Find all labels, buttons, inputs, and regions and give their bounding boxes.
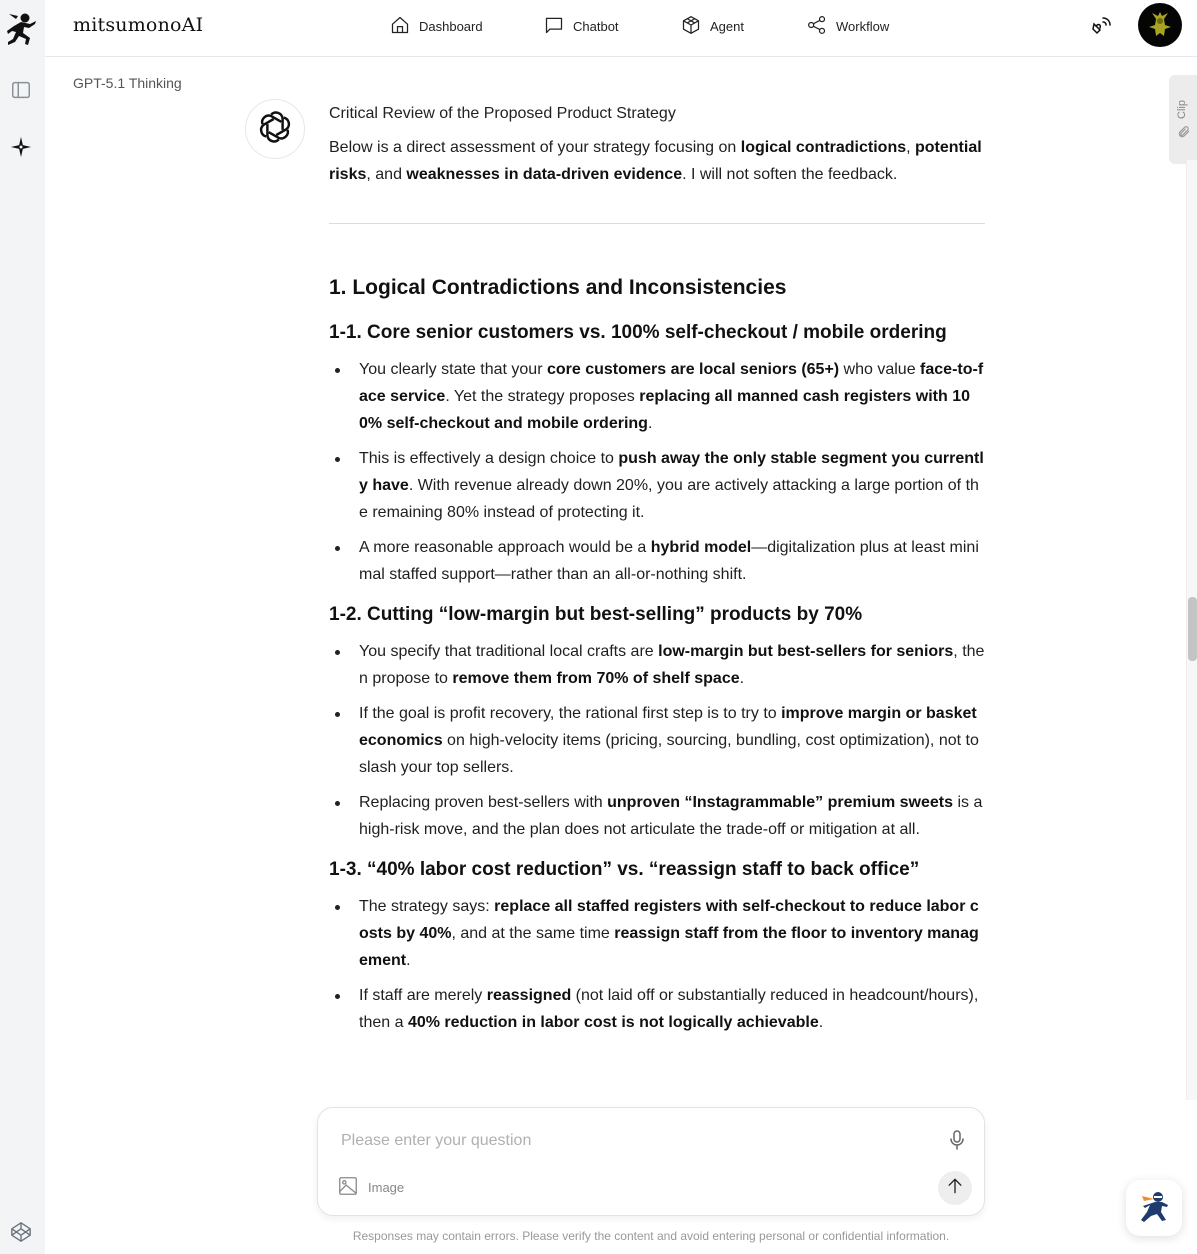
clip-label: Clip <box>1176 100 1188 119</box>
nav-dashboard-label: Dashboard <box>419 18 483 34</box>
list-item <box>329 700 985 781</box>
text-run: , and at the same time <box>451 925 615 942</box>
bold-text: improve margin or basket economics <box>359 705 977 749</box>
home-icon <box>390 15 410 38</box>
text-run: Replacing proven best-sellers with <box>359 794 608 811</box>
paperclip-icon <box>1177 125 1191 144</box>
subsection-heading: 1-3. “40% labor cost reduction” vs. “reassign staff to back office” <box>329 859 920 880</box>
list-item <box>329 893 985 974</box>
list-item <box>329 356 985 437</box>
clip-tab[interactable] <box>1169 75 1197 164</box>
message-title: Critical Review of the Proposed Product Strategy <box>329 105 676 122</box>
text-run: . <box>406 952 411 969</box>
disclaimer-text: Responses may contain errors. Please verify the content and avoid entering personal or confidential information. <box>352 1229 950 1243</box>
image-upload-button[interactable] <box>337 1176 404 1198</box>
text-run: The strategy says: <box>359 898 495 915</box>
cube-icon <box>681 15 701 38</box>
ninja-mascot-icon <box>1134 1186 1174 1231</box>
bullet-list <box>329 638 985 843</box>
assistant-fab-button[interactable] <box>1126 1180 1182 1236</box>
section-heading: 1. Logical Contradictions and Inconsistencies <box>329 276 787 299</box>
nav-workflow[interactable] <box>807 15 889 37</box>
sparkle-icon[interactable] <box>9 135 33 159</box>
bold-text: reassigned <box>486 987 572 1004</box>
sidebar-toggle-icon[interactable] <box>9 78 33 102</box>
bold-text: face-to-face service <box>359 361 984 405</box>
text-run: You specify that traditional local crafts are <box>359 643 659 660</box>
arrow-up-icon <box>945 1176 965 1201</box>
satellite-icon[interactable] <box>1090 14 1114 38</box>
bold-text: remove them from 70% of shelf space <box>452 670 740 687</box>
text-run: . <box>818 1014 824 1031</box>
share-nodes-icon <box>807 15 827 38</box>
text-run: . <box>647 415 653 432</box>
text-run: If the goal is profit recovery, the rational first step is to try to <box>359 705 782 722</box>
list-item <box>329 534 985 588</box>
brand-name[interactable]: mitsumonoAI <box>73 14 204 36</box>
text-run: . Yet the strategy proposes <box>445 388 640 405</box>
subsection-heading: 1-2. Cutting “low-margin but best-selling” products by 70% <box>329 604 863 625</box>
nav-workflow-label: Workflow <box>836 18 890 34</box>
bold-text: 40% reduction in labor cost is not logically achievable <box>407 1014 819 1031</box>
bold-text: unproven “Instagrammable” premium sweets <box>607 794 953 811</box>
send-button[interactable] <box>938 1171 972 1205</box>
scrollbar-thumb[interactable] <box>1188 597 1197 661</box>
image-label: Image <box>368 1179 405 1195</box>
text-run: . <box>739 670 745 687</box>
nav-dashboard[interactable] <box>390 15 483 37</box>
bold-text: low-margin but best-sellers for seniors <box>658 643 954 660</box>
top-bar <box>45 0 1197 57</box>
bullet-list <box>329 356 985 588</box>
image-icon <box>337 1175 359 1200</box>
question-input[interactable] <box>341 1128 921 1154</box>
text-run: is a high-risk move, and the plan does not articulate the trade-off or mitigation at all. <box>359 794 983 838</box>
nav-chatbot[interactable] <box>544 15 619 37</box>
nav-agent-label: Agent <box>710 18 744 34</box>
text-run: —digitalization plus at least minimal staffed support—rather than an all-or-nothing shift. <box>359 539 979 583</box>
chat-composer <box>317 1107 985 1216</box>
bullet-list <box>329 893 985 1036</box>
text-run: , <box>906 139 915 156</box>
text-run: , then propose to <box>359 643 985 687</box>
text-run: (not laid off or substantially reduced in headcount/hours), then a <box>359 987 979 1031</box>
text-run: This is effectively a design choice to <box>359 450 619 467</box>
bold-text: hybrid model <box>650 539 752 556</box>
bold-text: replacing all manned cash registers with 100% self-checkout and mobile ordering <box>359 388 971 432</box>
text-run: . I will not soften the feedback. <box>682 166 898 183</box>
text-run: Below is a direct assessment of your strategy focusing on <box>329 139 741 156</box>
list-item <box>329 789 985 843</box>
message-intro <box>329 134 985 188</box>
openai-logo-icon <box>256 108 294 151</box>
text-run: on high-velocity items (pricing, sourcing, bundling, cost optimization), not to slash your top sellers. <box>359 732 979 776</box>
model-label[interactable]: GPT-5.1 Thinking <box>73 75 182 91</box>
bold-text: push away the only stable segment you currently have <box>359 450 984 494</box>
bold-text: logical contradictions <box>740 139 907 156</box>
microphone-icon[interactable] <box>945 1128 969 1152</box>
list-item <box>329 638 985 692</box>
chat-bubble-icon <box>544 15 564 38</box>
bold-text: potential risks <box>329 139 982 183</box>
bold-text: reassign staff from the floor to inventory management <box>359 925 979 969</box>
bold-text: replace all staffed registers with self-checkout to reduce labor costs by 40% <box>359 898 979 942</box>
nav-agent[interactable] <box>681 15 744 37</box>
left-rail <box>0 0 45 1254</box>
nav-chatbot-label: Chatbot <box>573 18 619 34</box>
ninja-logo-icon[interactable] <box>4 12 38 48</box>
bold-text: weaknesses in data-driven evidence <box>406 166 683 183</box>
text-run: who value <box>839 361 921 378</box>
text-run: You clearly state that your <box>359 361 547 378</box>
divider <box>329 223 985 224</box>
text-run: If staff are merely <box>359 987 487 1004</box>
bold-text: core customers are local seniors (65+) <box>546 361 840 378</box>
subsection-heading: 1-1. Core senior customers vs. 100% self-checkout / mobile ordering <box>329 322 947 343</box>
assistant-avatar <box>245 99 305 159</box>
codepen-cube-icon[interactable] <box>9 1220 33 1244</box>
assistant-message <box>329 100 985 1050</box>
list-item <box>329 982 985 1036</box>
text-run: A more reasonable approach would be a <box>359 539 651 556</box>
text-run: . With revenue already down 20%, you are actively attacking a large portion of the remaining 80% instead of protecting it. <box>359 477 979 521</box>
list-item <box>329 445 985 526</box>
user-avatar[interactable] <box>1138 3 1182 47</box>
text-run: , and <box>366 166 407 183</box>
